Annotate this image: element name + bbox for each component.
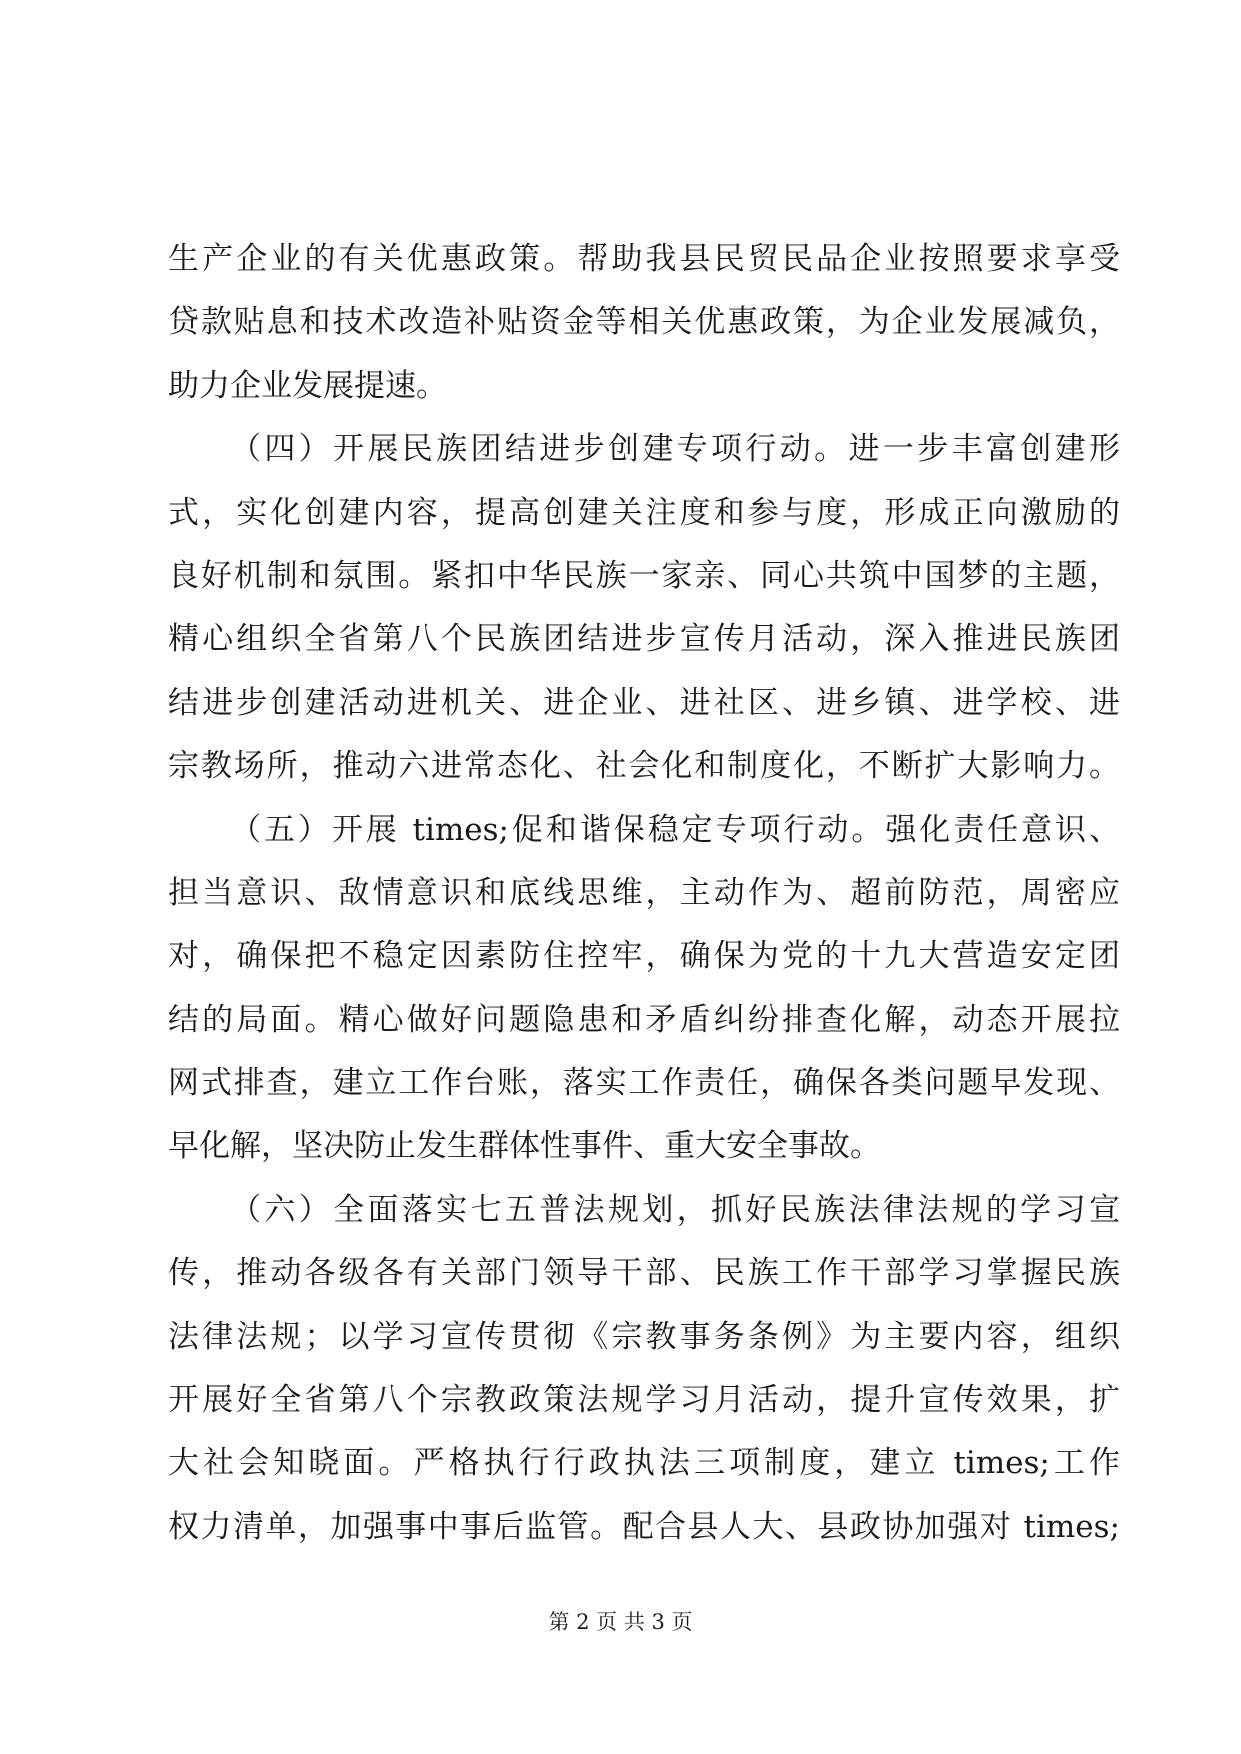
text-line: 精心组织全省第八个民族团结进步宣传月活动，深入推进民族团 [168,621,1120,658]
text-line: 网式排查，建立工作台账，落实工作责任，确保各类问题早发现、 [168,1065,1120,1102]
text-line: 传，推动各级各有关部门领导干部、民族工作干部学习掌握民族 [168,1255,1120,1292]
text-line: 生产企业的有关优惠政策。帮助我县民贸民品企业按照要求享受 [168,241,1120,277]
text-line: 早化解，坚决防止发生群体性事件、重大安全事故。 [168,1128,881,1165]
text-line: （六）全面落实七五普法规划，抓好民族法律法规的学习宣 [230,1191,1120,1228]
text-line: 式，实化创建内容，提高创建关注度和参与度，形成正向激励的 [168,494,1120,531]
text-line: 对，确保把不稳定因素防住控牢，确保为党的十九大营造安定团 [168,938,1120,975]
text-line: 良好机制和氛围。紧扣中华民族一家亲、同心共筑中国梦的主题， [168,557,1120,594]
text-line: 结进步创建活动进机关、进企业、进社区、进乡镇、进学校、进 [168,684,1120,721]
text-line: 权力清单，加强事中事后监管。配合县人大、县政协加强对 times; [168,1508,1120,1545]
text-line: 贷款贴息和技术改造补贴资金等相关优惠政策，为企业发展减负， [168,304,1120,341]
text-line: 助力企业发展提速。 [168,367,447,404]
text-line: 宗教场所，推动六进常态化、社会化和制度化，不断扩大影响力。 [168,748,1120,785]
document-body [168,228,1120,1559]
text-line: 担当意识、敌情意识和底线思维，主动作为、超前防范，周密应 [168,874,1120,911]
text-line: 开展好全省第八个宗教政策法规学习月活动，提升宣传效果，扩 [168,1382,1120,1419]
text-line: 结的局面。精心做好问题隐患和矛盾纠纷排查化解，动态开展拉 [168,1001,1120,1038]
text-line: （五）开展 times;促和谐保稳定专项行动。强化责任意识、 [230,811,1120,848]
text-line: 法律法规；以学习宣传贯彻《宗教事务条例》为主要内容，组织 [168,1318,1120,1355]
page-number-label: 第 2 页 共 3 页 [548,1610,693,1634]
text-line: （四）开展民族团结进步创建专项行动。进一步丰富创建形 [230,431,1120,468]
page-footer [0,1606,1241,1636]
text-line: 大社会知晓面。严格执行行政执法三项制度，建立 times;工作 [168,1445,1120,1482]
